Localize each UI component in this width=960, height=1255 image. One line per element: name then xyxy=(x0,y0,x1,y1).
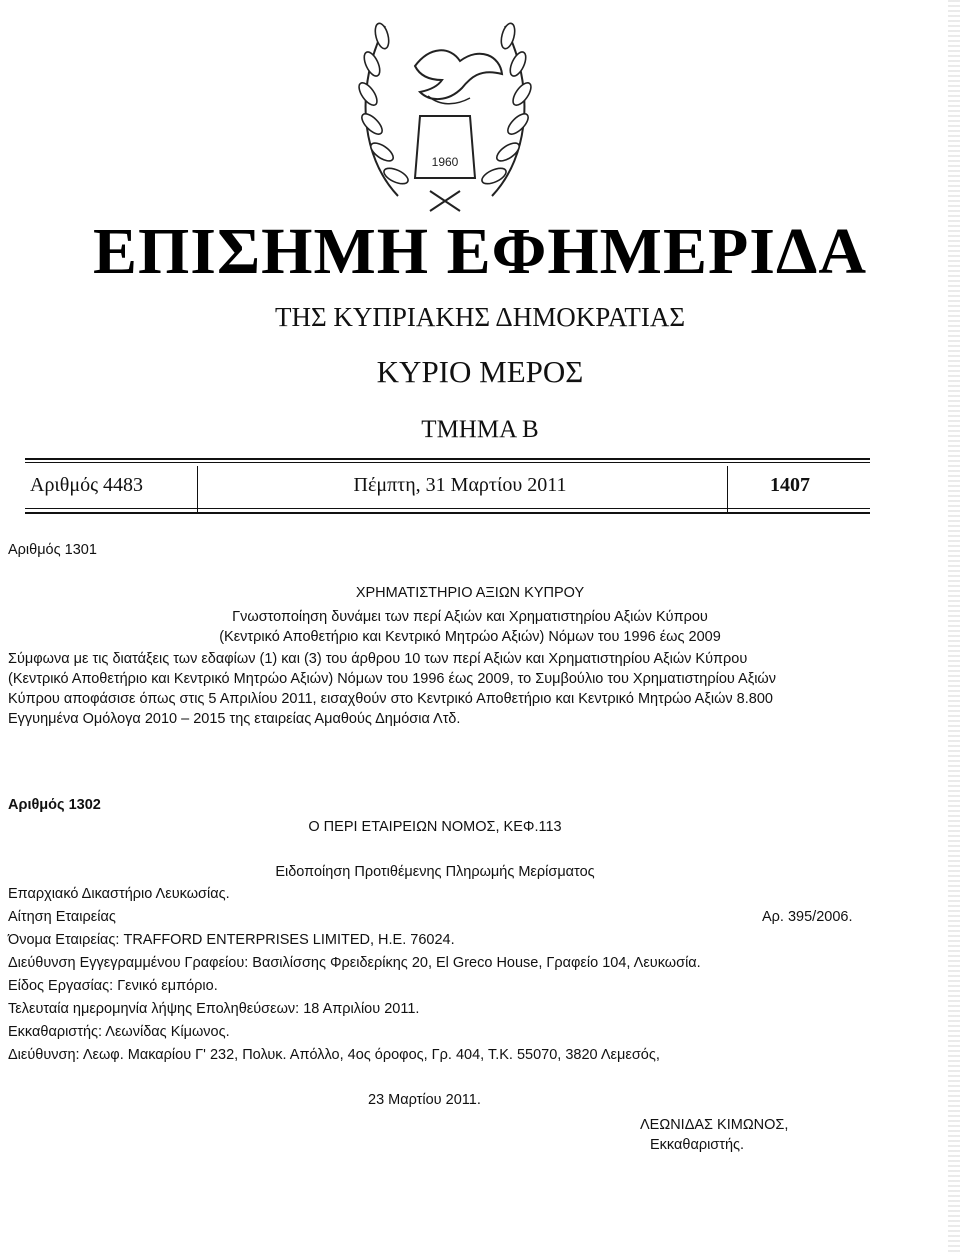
notice-1302-law: Ο ΠΕΡΙ ΕΤΑΙΡΕΙΩΝ ΝΟΜΟΣ, ΚΕΦ.113 xyxy=(308,819,562,835)
notice-1302-company: Όνομα Εταιρείας: TRAFFORD ENTERPRISES LIMITED, H.E. 76024. xyxy=(8,932,455,948)
notice-1301-heading-2: (Κεντρικό Αποθετήριο και Κεντρικό Μητρώο Αξιών) Νόμων του 1996 έως 2009 xyxy=(219,629,721,645)
scan-edge xyxy=(948,0,960,1255)
signature-role: Εκκαθαριστής. xyxy=(650,1137,745,1153)
issue-rule-bottom-thick xyxy=(25,512,870,514)
notice-1302-deadline: Τελευταία ημερομηνία λήψης Εποληθεύσεων: 18 Απριλίου 2011. xyxy=(8,1001,420,1017)
notice-1301-number: Αριθμός 1301 xyxy=(8,542,97,558)
notice-1301-body-line: Κύπρου αποφάσισε όπως στις 5 Απριλίου 2011, εισαχθούν στο Κεντρικό Αποθετήριο και Κεντρικό Μητρώο Αξιών 8.800 xyxy=(8,691,773,707)
notice-1301-org: ΧΡΗΜΑΤΙΣΤΗΡΙΟ ΑΞΙΩΝ ΚΥΠΡΟΥ xyxy=(355,585,585,601)
notice-1302-heading: Ειδοποίηση Προτιθέμενης Πληρωμής Μερίσματος xyxy=(275,864,595,880)
notice-1301-body-line: (Κεντρικό Αποθετήριο και Κεντρικό Μητρώο Αξιών) Νόμων του 1996 έως 2009, το Συμβούλιο του Χρηματιστηρίου Αξιών xyxy=(8,671,776,687)
notice-1302-work-type: Είδος Εργασίας: Γενικό εμπόριο. xyxy=(8,978,218,994)
notice-1302-date: 23 Μαρτίου 2011. xyxy=(368,1092,481,1108)
notice-1302-liquidator-address: Διεύθυνση: Λεωφ. Μακαρίου Γ' 232, Πολυκ. Απόλλο, 4ος όροφος, Γρ. 404, Τ.Κ. 55070, 3820 Λεμεσός, xyxy=(8,1047,660,1063)
notice-1302-court: Επαρχιακό Δικαστήριο Λευκωσίας. xyxy=(8,886,230,902)
cyprus-emblem xyxy=(330,6,560,216)
issue-rule-bottom xyxy=(25,508,870,509)
emblem-year: 1960 xyxy=(431,155,459,169)
notice-1302-number: Αριθμός 1302 xyxy=(8,797,101,813)
gazette-title: ΕΠΙΣΗΜΗ ΕΦΗΜΕΡΙΔΑ xyxy=(92,215,868,288)
issue-number: Αριθμός 4483 xyxy=(30,474,144,496)
notice-1302-liquidator: Εκκαθαριστής: Λεωνίδας Κίμωνος. xyxy=(8,1024,230,1040)
issue-date: Πέμπτη, 31 Μαρτίου 2011 xyxy=(353,474,567,496)
notice-1302-address: Διεύθυνση Εγγεγραμμένου Γραφείου: Βασιλίσσης Φρειδερίκης 20, El Greco House, Γραφείο 104, Λευκωσία. xyxy=(8,955,701,971)
notice-1302-application-number: Αρ. 395/2006. xyxy=(762,909,853,925)
issue-rule-top xyxy=(25,458,870,460)
notice-1301-body-line: Εγγυημένα Ομόλογα 2010 – 2015 της εταιρείας Αμαθούς Δημόσια Λτδ. xyxy=(8,711,461,727)
notice-1301-heading-1: Γνωστοποίηση δυνάμει των περί Αξιών και Χρηματιστηρίου Αξιών Κύπρου xyxy=(232,609,708,625)
gazette-subtitle: ΤΗΣ ΚΥΠΡΙΑΚΗΣ ΔΗΜΟΚΡΑΤΙΑΣ xyxy=(274,302,686,332)
gazette-section: ΤΜΗΜΑ Β xyxy=(421,416,539,443)
notice-1302-application-label: Αίτηση Εταιρείας xyxy=(8,909,116,925)
notice-1301-body-line: Σύμφωνα με τις διατάξεις των εδαφίων (1) και (3) του άρθρου 10 των περί Αξιών και Χρηματιστηρίου Αξιών Κύπρου xyxy=(8,651,748,667)
gazette-part: ΚΥΡΙΟ ΜΕΡΟΣ xyxy=(376,354,584,389)
signature-name: ΛΕΩΝΙΔΑΣ ΚΙΜΩΝΟΣ, xyxy=(640,1117,789,1133)
page-number: 1407 xyxy=(770,474,810,496)
